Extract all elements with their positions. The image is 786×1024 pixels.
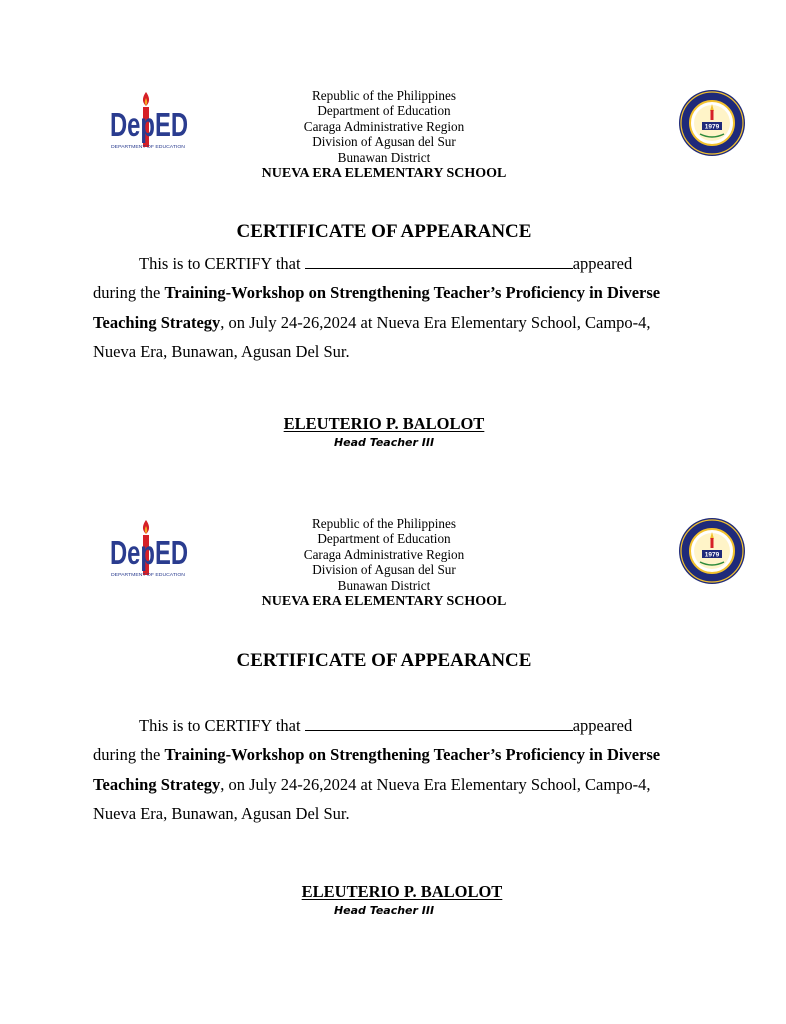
event-title: Training-Workshop on Strengthening Teacher’s Proficiency in Diverse Teaching Strategy <box>93 745 661 794</box>
header-republic: Republic of the Philippines <box>312 516 456 531</box>
header-region: Caraga Administrative Region <box>303 546 465 562</box>
signatory-title: Head Teacher III <box>333 904 435 917</box>
header-school: NUEVA ERA ELEMENTARY SCHOOL <box>261 166 507 182</box>
event-details: , on July 24-26,2024 at Nueva Era Elementary School, Campo-4, Nueva Era, Bunawan, Agusan Del Sur. <box>93 312 651 361</box>
seal-year: 1979 <box>704 551 720 559</box>
certificate-body <box>93 711 673 828</box>
recipient-name-blank <box>305 717 573 731</box>
certify-text: This is to CERTIFY that <box>139 254 301 273</box>
signatory-title: Head Teacher III <box>333 436 435 449</box>
certify-line <box>93 249 673 278</box>
header-division: Division of Agusan del Sur <box>312 562 456 578</box>
during-text: during the <box>93 283 161 303</box>
certify-text: This is to CERTIFY that <box>139 716 301 735</box>
recipient-name-blank <box>305 255 573 269</box>
seal-year: 1979 <box>704 123 720 131</box>
header-division: Division of Agusan del Sur <box>312 134 456 150</box>
signatory-name: ELEUTERIO P. BALOLOT <box>283 414 485 433</box>
deped-logo-text: DepED <box>110 106 188 143</box>
school-seal <box>672 88 752 158</box>
letterhead <box>0 88 768 181</box>
certificate-title: CERTIFICATE OF APPEARANCE <box>236 221 532 242</box>
header-region: Caraga Administrative Region <box>303 118 465 134</box>
event-paragraph <box>93 740 673 828</box>
deped-logo-subtext: DEPARTMENT OF EDUCATION <box>111 144 185 149</box>
event-paragraph <box>93 278 673 366</box>
school-seal <box>672 516 752 586</box>
header-department: Department of Education <box>317 103 451 119</box>
deped-logo-text: DepED <box>110 534 188 571</box>
signatory-name: ELEUTERIO P. BALOLOT <box>301 882 503 901</box>
during-text: during the <box>93 745 161 765</box>
certificate-body <box>93 249 673 366</box>
header-district: Bunawan District <box>337 149 431 165</box>
header-school: NUEVA ERA ELEMENTARY SCHOOL <box>261 594 507 610</box>
event-title: Training-Workshop on Strengthening Teacher’s Proficiency in Diverse Teaching Strategy <box>93 283 661 332</box>
certificate-1 <box>0 0 768 480</box>
letterhead <box>0 516 768 609</box>
appeared-text: appeared <box>572 716 633 735</box>
certificate-2 <box>0 428 768 917</box>
certify-line <box>93 711 673 740</box>
certificate-title: CERTIFICATE OF APPEARANCE <box>236 650 532 671</box>
signatory-block <box>18 882 786 917</box>
deped-logo-subtext: DEPARTMENT OF EDUCATION <box>111 572 185 577</box>
appeared-text: appeared <box>572 254 633 273</box>
header-district: Bunawan District <box>337 577 431 593</box>
header-department: Department of Education <box>317 531 451 547</box>
event-details: , on July 24-26,2024 at Nueva Era Elementary School, Campo-4, Nueva Era, Bunawan, Agusan Del Sur. <box>93 774 651 823</box>
header-republic: Republic of the Philippines <box>312 88 456 103</box>
